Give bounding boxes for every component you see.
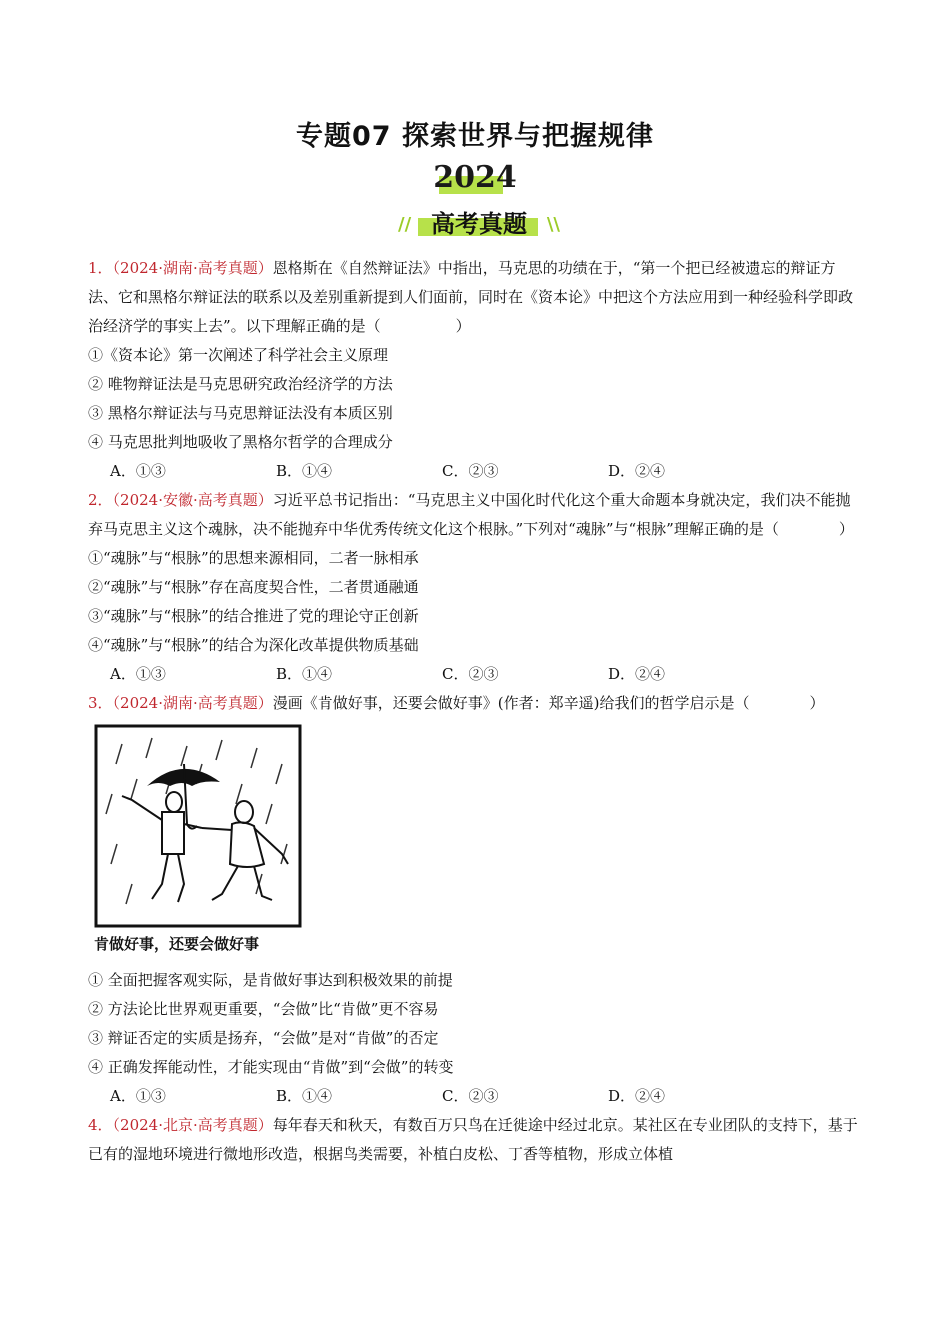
statement-option: ① 全面把握客观实际，是肯做好事达到积极效果的前提 (88, 971, 453, 989)
statement-option: ② 方法论比世界观更重要，“会做”比“肯做”更不容易 (88, 1000, 439, 1018)
choice-a[interactable]: A．①③ (110, 1087, 166, 1105)
choice-b[interactable]: B．①④ (276, 1087, 333, 1105)
question-number: 1． (88, 259, 113, 277)
question-text: 漫画《肯做好事，还要会做好事》(作者：郑辛遥)给我们的哲学启示是（ ） (272, 694, 825, 712)
answer-choices (88, 457, 860, 486)
question-source: （2024·湖南·高考真题） (112, 259, 273, 277)
choice-c[interactable]: C．②③ (442, 1087, 499, 1105)
answer-choices (88, 1082, 860, 1111)
statement-option: ①《资本论》第一次阐述了科学社会主义原理 (88, 346, 389, 364)
statement-option: ③“魂脉”与“根脉”的结合推进了党的理论守正创新 (88, 607, 419, 625)
choice-c[interactable]: C．②③ (442, 665, 499, 683)
statement-option: ④ 马克思批判地吸收了黑格尔哲学的合理成分 (88, 433, 393, 451)
statement-option: ③ 辩证否定的实质是扬弃，“会做”是对“肯做”的否定 (88, 1029, 439, 1047)
question-text: 每年春天和秋天，有数百万只鸟在迁徙途中经过北京。某社区在专业团队的支持下，基于已有的湿地环境进行微地形改造，根据鸟类需要，补植白皮松、丁香等植物，形成立体植 (88, 1116, 858, 1163)
statement-option: ③ 黑格尔辩证法与马克思辩证法没有本质区别 (88, 404, 393, 422)
question-stem (88, 486, 860, 544)
answer-choices (88, 660, 860, 689)
question-source: （2024·北京·高考真题） (112, 1116, 273, 1134)
year-text: 2024 (433, 160, 517, 195)
question-1 (88, 254, 860, 486)
choice-d[interactable]: D．②④ (608, 665, 666, 683)
question-text: 恩格斯在《自然辩证法》中指出，马克思的功绩在于，“第一个把已经被遗忘的辩证方法、它和黑格尔辩证法的联系以及差别重新提到人们面前，同时在《资本论》中把这个方法应用到一种经验科学即政治经济学的事实上去”。以下理解正确的是（ ） (88, 259, 854, 335)
question-number: 4． (88, 1116, 113, 1134)
comic-caption: 肯做好事，还要会做好事 (94, 935, 260, 953)
banner-text: 高考真题 (431, 210, 527, 238)
statement-option: ①“魂脉”与“根脉”的思想来源相同，二者一脉相承 (88, 549, 419, 567)
question-number: 2． (88, 491, 113, 509)
comic-illustration (92, 724, 304, 956)
question-text: 习近平总书记指出：“马克思主义中国化时代化这个重大命题本身就决定，我们决不能抛弃马克思主义这个魂脉，决不能抛弃中华优秀传统文化这个根脉。”下列对“魂脉”与“根脉”理解正确的是（ ） (88, 491, 854, 538)
question-source: （2024·湖南·高考真题） (112, 694, 273, 712)
statement-option: ④“魂脉”与“根脉”的结合为深化改革提供物质基础 (88, 636, 419, 654)
right-slash-decoration: \\ (546, 214, 560, 235)
document-title: 专题07 探索世界与把握规律 (296, 121, 654, 152)
statement-option: ④ 正确发挥能动性，才能实现由“肯做”到“会做”的转变 (88, 1058, 454, 1076)
left-slash-decoration: // (398, 214, 412, 235)
choice-b[interactable]: B．①④ (276, 665, 333, 683)
question-4 (88, 1111, 860, 1169)
question-source: （2024·安徽·高考真题） (112, 491, 273, 509)
question-list (88, 254, 860, 1169)
choice-d[interactable]: D．②④ (608, 462, 666, 480)
choice-d[interactable]: D．②④ (608, 1087, 666, 1105)
year-badge (425, 160, 525, 200)
question-stem (88, 1111, 860, 1169)
question-stem (88, 254, 860, 341)
choice-a[interactable]: A．①③ (110, 665, 166, 683)
choice-c[interactable]: C．②③ (442, 462, 499, 480)
question-3 (88, 689, 860, 1111)
statement-option: ② 唯物辩证法是马克思研究政治经济学的方法 (88, 375, 393, 393)
section-banner (396, 204, 562, 238)
comic-drawing (92, 724, 304, 930)
question-stem (88, 689, 860, 718)
choice-a[interactable]: A．①③ (110, 462, 166, 480)
question-number: 3． (88, 694, 113, 712)
choice-b[interactable]: B．①④ (276, 462, 333, 480)
question-2 (88, 486, 860, 689)
statement-option: ②“魂脉”与“根脉”存在高度契合性，二者贯通融通 (88, 578, 419, 596)
